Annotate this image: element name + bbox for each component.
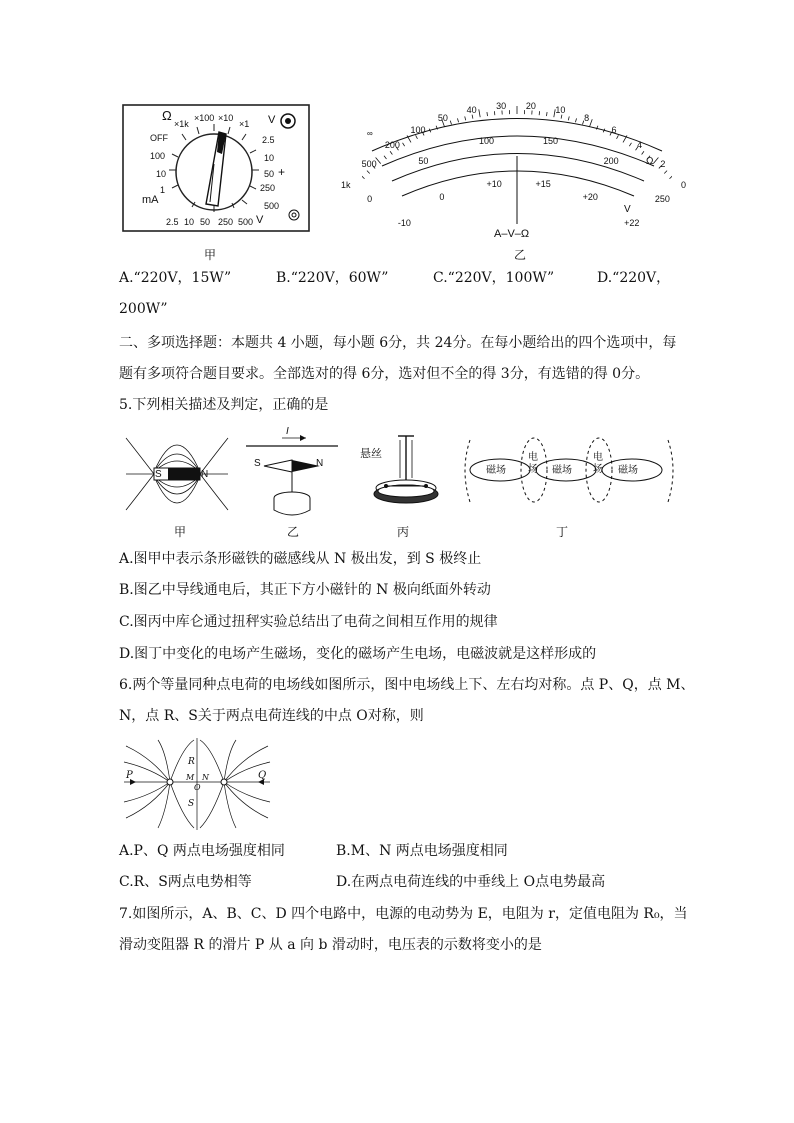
caption-q5-yi: 乙 xyxy=(286,525,299,539)
scale-ac-label: A–V–Ω xyxy=(494,228,530,240)
wire-compass-drawing xyxy=(244,428,340,520)
q5-fig-ding xyxy=(464,432,674,512)
point-o: O xyxy=(194,783,201,792)
cichang-3: 磁场 xyxy=(618,465,638,476)
omega-row-label: 4 xyxy=(637,140,643,151)
magnet-s-label: S xyxy=(155,469,162,480)
scale-tick xyxy=(590,119,593,127)
db-row-label: +10 xyxy=(486,178,502,189)
v-2.5-label: 2.5 xyxy=(262,135,275,145)
scale-tick xyxy=(403,143,405,146)
q5-fig-yi xyxy=(244,428,340,520)
v-50-label: 50 xyxy=(264,169,275,179)
scale-tick xyxy=(479,109,480,117)
omega-row-label: 1k xyxy=(340,180,351,191)
db-row-label: +20 xyxy=(582,192,598,203)
omega-row-label: 100 xyxy=(410,125,426,136)
section2-line2: 题有多项符合题目要求。全部选对的得 6分，选对但不全的得 3分，有选错的得 0分。 xyxy=(119,366,650,382)
q5-option-a: A.图甲中表示条形磁铁的磁感线从 N 极出发，到 S 极终止 xyxy=(119,551,482,567)
scale-tick xyxy=(487,112,488,116)
caption-yi: 乙 xyxy=(513,248,526,262)
scale-tick xyxy=(450,121,451,125)
caption-q5-bing: 丙 xyxy=(396,525,409,539)
scale-tick xyxy=(670,176,673,179)
db-row-label: +22 xyxy=(624,218,640,229)
caption-jia: 甲 xyxy=(203,248,216,262)
omega-inf-mark: ∞ xyxy=(367,129,373,138)
caption-q5-ding: 丁 xyxy=(555,525,568,539)
scale-tick xyxy=(653,157,658,163)
dv-500-label: 500 xyxy=(238,217,254,227)
dianchang-1: 电场 xyxy=(528,452,538,475)
q5-fig-jia xyxy=(124,428,230,520)
q4-option-c: C.“220V，100W” xyxy=(433,270,555,286)
x1-label: ×1 xyxy=(239,119,250,129)
meter-scale-figure xyxy=(340,96,687,246)
db-row-label: +15 xyxy=(535,178,551,189)
current-i-label: I xyxy=(286,426,289,437)
xuansi-label: 悬丝 xyxy=(360,447,382,460)
q6-option-b: B.M、N 两点电场强度相同 xyxy=(336,843,508,859)
v-tilde-label: V xyxy=(268,114,276,126)
section2-line1: 二、多项选择题：本题共 4 小题，每小题 6分，共 24分。在每小题给出的四个选项中，每 xyxy=(119,335,677,351)
omega-row-label: 10 xyxy=(555,105,566,116)
ma-label: mA xyxy=(142,194,159,206)
scale-omega-unit: Ω xyxy=(646,156,654,167)
scale-tick xyxy=(384,156,386,159)
omega-row-label: 20 xyxy=(525,101,536,112)
q5-option-b: B.图乙中导线通电后，其正下方小磁针的 N 极向纸面外转动 xyxy=(119,582,491,598)
point-s: S xyxy=(188,799,195,809)
ma-1-label: 1 xyxy=(160,185,166,195)
x10-label: ×10 xyxy=(218,113,234,123)
off-label: OFF xyxy=(150,133,168,143)
scale-tick xyxy=(617,135,619,139)
db-row-label: -10 xyxy=(397,218,411,229)
point-m: M xyxy=(186,773,195,782)
scale-tick xyxy=(547,112,548,116)
v-10-label: 10 xyxy=(264,153,275,163)
caption-q5-jia: 甲 xyxy=(173,525,186,539)
q4-option-d: D.“220V， xyxy=(597,270,671,286)
scale-tick xyxy=(629,143,631,146)
v-row-label: 200 xyxy=(603,155,619,166)
scale-tick xyxy=(457,118,458,122)
scale-tick xyxy=(575,118,576,122)
cichang-1: 磁场 xyxy=(486,465,506,476)
ma-10-label: 10 xyxy=(156,169,167,179)
q5-fig-bing xyxy=(356,428,456,520)
scale-v-unit: V xyxy=(624,204,631,215)
cichang-2: 磁场 xyxy=(552,465,572,476)
q6-field-figure xyxy=(122,738,272,830)
magnet-n-label: N xyxy=(201,469,209,480)
dv-10-label: 10 xyxy=(184,217,195,227)
omega-row-label: 8 xyxy=(584,113,590,124)
v-row-label: 50 xyxy=(418,155,429,166)
torsion-balance-drawing xyxy=(356,428,456,520)
point-n: N xyxy=(202,773,209,782)
omega-row-label: 50 xyxy=(437,113,448,124)
q4-option-b: B.“220V，60W” xyxy=(276,270,389,286)
q4-option-d-cont: 200W” xyxy=(119,301,168,317)
q7-stem-line2: 滑动变阻器 R 的滑片 P 从 a 向 b 滑动时，电压表的示数将变小的是 xyxy=(119,937,542,953)
q6-stem-line2: N，点 R、S关于两点电荷连线的中点 O对称，则 xyxy=(119,708,424,724)
dianchang-2: 电场 xyxy=(593,452,603,475)
dv-2.5-label: 2.5 xyxy=(166,217,179,227)
v-row-label: 150 xyxy=(542,135,558,146)
scale-tick xyxy=(568,116,569,120)
x100-label: ×100 xyxy=(194,113,215,123)
q5-option-d: D.图丁中变化的电场产生磁场，变化的磁场产生电场，电磁波就是这样形成的 xyxy=(119,646,597,662)
q7-stem-line1: 7.如图所示，A、B、C、D 四个电路中，电源的电动势为 E，电阻为 r，定值电阻为 R₀，当 xyxy=(119,906,688,922)
point-q: Q xyxy=(258,770,267,781)
plus-label: + xyxy=(278,165,286,179)
point-r: R xyxy=(188,757,195,767)
scale-tick xyxy=(465,116,466,120)
scale-tick xyxy=(362,176,364,179)
omega-row-label: 500 xyxy=(361,158,377,169)
q6-stem-line1: 6.两个等量同种点电荷的电场线如图所示，图中电场线上下、左右均对称。点 P、Q，点 M、 xyxy=(119,677,695,693)
q6-option-c: C.R、S两点电势相等 xyxy=(119,874,252,890)
ohm-label: Ω xyxy=(162,108,172,123)
dv-50-label: 50 xyxy=(200,217,211,227)
q5-stem: 5.下列相关描述及判定，正确的是 xyxy=(119,397,329,413)
omega-row-label: 200 xyxy=(384,140,400,151)
omega-row-label: 30 xyxy=(496,101,507,112)
q6-option-d: D.在两点电荷连线的中垂线上 O点电势最高 xyxy=(336,874,606,890)
omega-row-label: 0 xyxy=(681,180,687,191)
q5-option-c: C.图丙中库仑通过扭秤实验总结出了电荷之间相互作用的规律 xyxy=(119,614,498,630)
multimeter-figure xyxy=(122,104,310,232)
omega-row-label: 6 xyxy=(611,125,617,136)
v-row-label: 250 xyxy=(654,194,670,205)
x1k-label: ×1k xyxy=(174,119,189,129)
q4-option-a: A.“220V，15W” xyxy=(119,270,232,286)
db-row-label: 0 xyxy=(439,192,445,203)
compass-s-label: S xyxy=(254,458,261,469)
v-row-label: 100 xyxy=(479,135,495,146)
v-500-label: 500 xyxy=(264,201,280,211)
v-250-label: 250 xyxy=(260,183,276,193)
compass-n-label: N xyxy=(316,458,324,469)
point-p: P xyxy=(126,770,133,781)
v-row-label: 0 xyxy=(367,194,373,205)
omega-row-label: 40 xyxy=(466,105,477,116)
q6-option-a: A.P、Q 两点电场强度相同 xyxy=(119,843,285,859)
omega-row-label: 2 xyxy=(660,158,666,169)
dv-250-label: 250 xyxy=(218,217,234,227)
bar-magnet-field xyxy=(124,428,230,520)
ma-100-label: 100 xyxy=(150,151,166,161)
dv-unit-label: V xyxy=(256,214,264,226)
